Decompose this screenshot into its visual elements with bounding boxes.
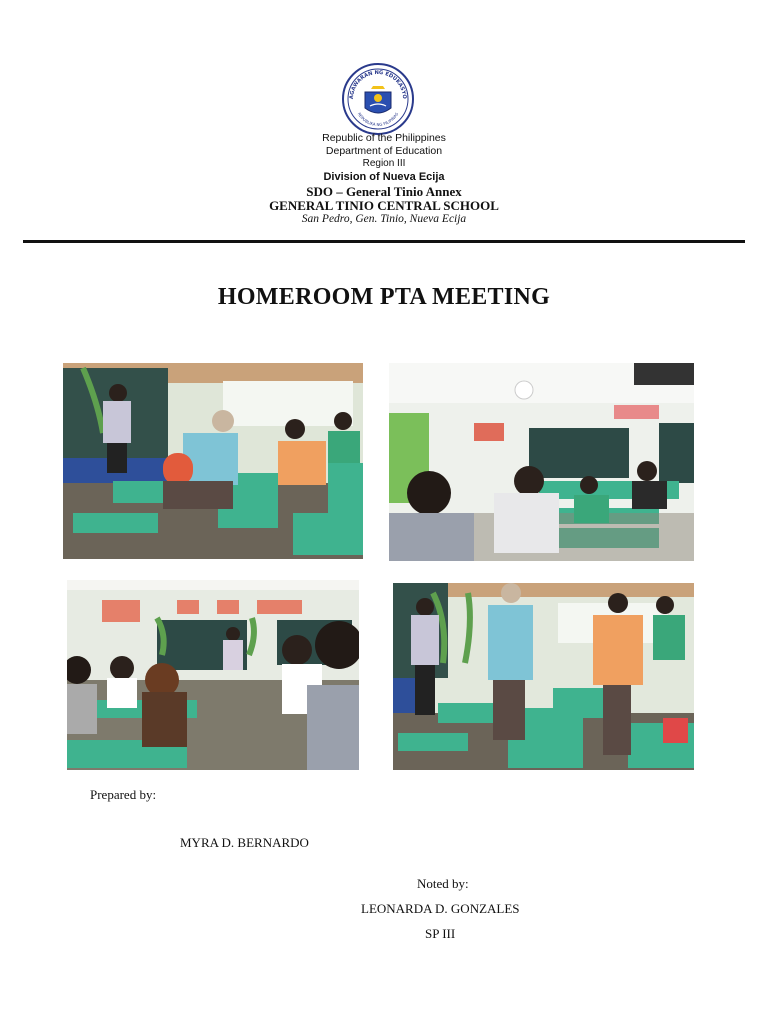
header-line-school: GENERAL TINIO CENTRAL SCHOOL: [269, 198, 499, 213]
header-line-region: Region III: [362, 158, 406, 169]
photo-meeting-3: [67, 580, 359, 770]
header-line-department: Department of Education: [325, 145, 443, 157]
prepared-by-name: MYRA D. BERNARDO: [180, 835, 309, 850]
prepared-by-label: Prepared by:: [90, 787, 157, 802]
noted-by-name: LEONARDA D. GONZALES: [361, 901, 520, 916]
photo-meeting-4: [393, 583, 694, 770]
photo-meeting-1: [63, 363, 363, 559]
header-line-address: San Pedro, Gen. Tinio, Nueva Ecija: [301, 213, 467, 225]
header-line-republic: Republic of the Philippines: [322, 132, 446, 144]
deped-seal-logo: [341, 62, 415, 136]
svg-text:REPUBLIKA NG PILIPINAS: REPUBLIKA NG PILIPINAS: [356, 111, 400, 128]
noted-by-title: SP III: [425, 926, 456, 941]
header-divider: [23, 240, 745, 243]
header-line-division: Division of Nueva Ecija: [323, 171, 445, 183]
svg-text:KAGAWARAN NG EDUKASYON: AGAWARAN NG EDUKASYO: [348, 69, 408, 100]
noted-by-label: Noted by:: [417, 876, 469, 891]
page-title: HOMEROOM PTA MEETING: [217, 284, 551, 310]
header-line-sdo: SDO – General Tinio Annex: [306, 184, 462, 199]
photo-meeting-2: [389, 363, 694, 561]
